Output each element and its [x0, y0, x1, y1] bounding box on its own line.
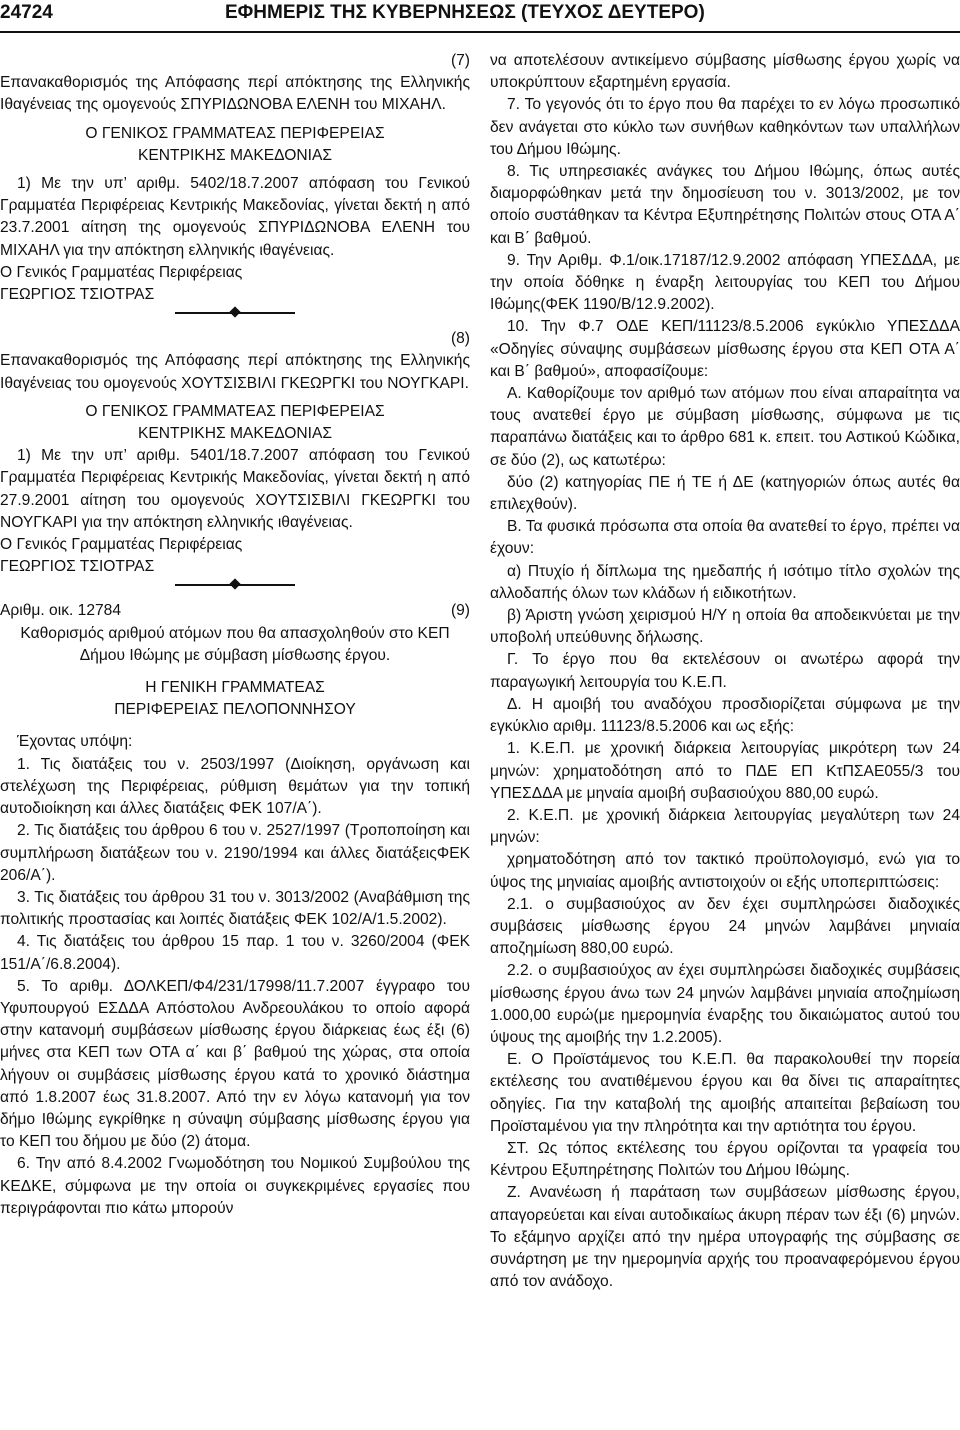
- signature-name: ΓΕΩΡΓΙΟΣ ΤΣΙΟΤΡΑΣ: [0, 558, 155, 576]
- paragraph: 2. Τις διατάξεις του άρθρου 6 του ν. 2527/1997 (Τροποποίηση και συμπλήρωση διατάξεων του ν. 2190/1994 και άλλες διατάξειςΦΕΚ 206/Α΄).: [0, 822, 470, 884]
- page-header: [0, 0, 960, 34]
- section-reference-row: [0, 600, 470, 622]
- running-title: ΕΦΗΜΕΡΙΣ ΤΗΣ ΚΥΒΕΡΝΗΣΕΩΣ (ΤΕΥΧΟΣ ΔΕΥΤΕΡΟ): [225, 2, 705, 23]
- signature-role: Ο Γενικός Γραμματέας Περιφέρειας: [0, 263, 243, 281]
- paragraph: Γ. Το έργο που θα εκτελέσουν οι ανωτέρω αφορά την παραγωγική λειτουργία του Κ.Ε.Π.: [490, 651, 960, 691]
- paragraph: δύο (2) κατηγορίας ΠΕ ή ΤΕ ή ΔΕ (κατηγοριών όπως αυτές θα επιλεχθούν).: [490, 473, 960, 514]
- section-number: (9): [450, 602, 470, 620]
- authority-heading: ΚΕΝΤΡΙΚΗΣ ΜΑΚΕΔΟΝΙΑΣ: [137, 425, 332, 443]
- paragraph: 1) Με την υπ’ αριθμ. 5402/18.7.2007 απόφαση του Γενικού Γραμματέα Περιφέρειας Κεντρικής Μακεδονίας, γίνεται δεκτή η από 23.7.2001 αίτηση της ομογενούς ΣΠΥΡΙΔΩΝΟΒΑ ΕΛΕΝΗ του ΜΙΧΑΗΛ για την απόκτηση ελληνικής ιθαγένειας.: [0, 175, 470, 259]
- authority-heading: Ο ΓΕΝΙΚΟΣ ΓΡΑΜΜΑΤΕΑΣ ΠΕΡΙΦΕΡΕΙΑΣ: [85, 402, 385, 420]
- authority-heading: Ο ΓΕΝΙΚΟΣ ΓΡΑΜΜΑΤΕΑΣ ΠΕΡΙΦΕΡΕΙΑΣ: [85, 124, 385, 142]
- section-number: (8): [450, 330, 470, 348]
- page-number: 24724: [0, 2, 53, 23]
- paragraph: Β. Τα φυσικά πρόσωπα στα οποία θα ανατεθεί το έργο, πρέπει να έχουν:: [490, 518, 960, 558]
- authority-heading: ΚΕΝΤΡΙΚΗΣ ΜΑΚΕΔΟΝΙΑΣ: [137, 146, 332, 164]
- paragraph: Ζ. Ανανέωση ή παράταση των συμβάσεων μίσθωσης έργου, απαγορεύεται και είναι αυτοδικαίως άκυρη πέραν των έξι (6) μηνών. Το εξάμηνο αρχίζει από την ημέρα υπογραφής της σύμβασης σε συνάρτηση με την ημερομηνία αρχής του προαναφερόμενου έργου από τον ανάδοχο.: [490, 1184, 960, 1291]
- paragraph: 9. Την Αριθμ. Φ.1/οικ.17187/12.9.2002 απόφαση ΥΠΕΣΔΔΑ, με την οποία δόθηκε η έναρξη λειτουργίας του ΚΕΠ του Δήμου Ιθώμης(ΦΕΚ 1190/Β/12.9.2002).: [490, 251, 960, 314]
- section-divider: [175, 578, 295, 592]
- paragraph: 4. Τις διατάξεις του άρθρου 15 παρ. 1 του ν. 3260/2004 (ΦΕΚ 151/Α΄/6.8.2004).: [0, 933, 470, 973]
- paragraph: 1. Κ.Ε.Π. με χρονική διάρκεια λειτουργίας μικρότερη των 24 μηνών: χρηματοδότηση από το ΠΔΕ ΕΠ ΚτΠΣΑΕ055/3 του ΥΠΕΣΔΔΑ με μηναία αμοιβή συβασιούχου 880,00 ευρώ.: [490, 740, 960, 802]
- paragraph: 10. Την Φ.7 ΟΔΕ ΚΕΠ/11123/8.5.2006 εγκύκλιο ΥΠΕΣΔΔΑ «Οδηγίες σύναψης συμβάσεων μίσθωσης έργου στα ΚΕΠ ΟΤΑ Α΄ και Β΄ βαθμού», αποφασίζουμε:: [490, 318, 960, 380]
- having-regard-label: Έχοντας υπόψη:: [17, 733, 133, 751]
- paragraph: 2. Κ.Ε.Π. με χρονική διάρκεια λειτουργίας μεγαλύτερη των 24 μηνών:: [490, 806, 960, 847]
- paragraph: Δ. Η αμοιβή του αναδόχου προσδιορίζεται σύμφωνα με την εγκύκλιο αριθμ. 11123/8.5.2006 και ως εξής:: [490, 695, 960, 736]
- section-title: Καθορισμός αριθμού ατόμων που θα απασχοληθούν στο ΚΕΠ Δήμου Ιθώμης με σύμβαση μίσθωσης έργου.: [20, 624, 450, 664]
- section-title: Επανακαθορισμός της Απόφασης περί απόκτησης της Ελληνικής Ιθαγένειας του ομογενούς ΧΟΥΤΣΙΣΒΙΛΙ ΓΚΕΩΡΓΚΙ του ΝΟΥΓΚΑΡΙ.: [0, 352, 470, 392]
- right-column: [490, 50, 960, 1293]
- left-column: [0, 50, 470, 1220]
- paragraph: 5. Το αριθμ. ΔΟΛΚΕΠ/Φ4/231/17998/11.7.2007 έγγραφο του Υφυπουργού ΕΣΔΔΑ Απόστολου Ανδρεουλάκου το οποίο αφορά στην κατανομή συμβάσεων μίσθωσης έργου διάρκειας έως έξι (6) μήνες στα ΚΕΠ των ΟΤΑ α΄ και β΄ βαθμού της χώρας, στα οποία λήγουν οι συμβάσεις μίσθωσης έργου κατά το χρονικό διάστημα από 1.8.2007 έως 31.8.2007. Από την εν λόγω κατανομή για τον δήμο Ιθώμης εγκρίθηκε η σύναψη σύμβασης μίσθωσης έργου για το ΚΕΠ του δήμου με δύο (2) άτομα.: [0, 977, 470, 1151]
- paragraph: Ε. Ο Προϊστάμενος του Κ.Ε.Π. θα παρακολουθεί την πορεία εκτέλεσης του ανατιθέμενου έργου και θα δίνει τις απαραίτητες οδηγίες. Για την καταβολή της αμοιβής απαιτείται βεβαίωση του Προϊσταμένου για την πληρότητα και την αρτιότητα του έργου.: [490, 1051, 960, 1135]
- paragraph: 6. Την από 8.4.2002 Γνωμοδότηση του Νομικού Συμβούλου της ΚΕΔΚΕ, σύμφωνα με την οποία οι συγκεκριμένες εργασίες που περιγράφονται πιο κάτω μπορούν: [0, 1155, 470, 1217]
- paragraph: 2.1. ο συμβασιούχος αν δεν έχει συμπληρώσει διαδοχικές συμβάσεις μίσθωσης έργου 24 μηνών λαμβάνει μηνιαία αποζημίωση 880,00 ευρώ.: [490, 895, 960, 958]
- paragraph: 2.2. ο συμβασιούχος αν έχει συμπληρώσει διαδοχικές συμβάσεις μίσθωσης έργου άνω των 24 μηνών λαμβάνει μηνιαία αποζημίωση 1.000,00 ευρώ(με ημερομηνία έναρξης του δικαιώματος αυτού του ύψους της αμοιβής την 1.2.2005).: [490, 962, 960, 1046]
- paragraph: 1. Τις διατάξεις του ν. 2503/1997 (Διοίκηση, οργάνωση και στελέχωση της Περιφέρειας, ρύθμιση θεμάτων για την τοπική αυτοδιοίκηση και άλλες διατάξεις ΦΕΚ 107/Α΄).: [0, 755, 470, 818]
- header-rule: [0, 31, 960, 33]
- paragraph: β) Άριστη γνώση χειρισμού Η/Υ η οποία θα αποδεικνύεται με την υποβολή υπεύθυνης δήλωσης.: [490, 607, 960, 647]
- section-divider: [175, 306, 295, 320]
- section-reference: Αριθμ. οικ. 12784: [0, 602, 122, 620]
- paragraph: α) Πτυχίο ή δίπλωμα της ημεδαπής ή ισότιμο τίτλο σχολών της αλλοδαπής όλων των κλάδων ή ειδικοτήτων.: [490, 562, 960, 602]
- paragraph: 7. Το γεγονός ότι το έργο που θα παρέχει το εν λόγω προσωπικό δεν ανάγεται στο κύκλο των συνήθων καθηκόντων των υπαλλήλων του Δήμου Ιθώμης.: [490, 96, 960, 158]
- paragraph: 3. Τις διατάξεις του άρθρου 31 του ν. 3013/2002 (Αναβάθμιση της πολιτικής προστασίας και λοιπές διατάξεις ΦΕΚ 102/Α/1.5.2002).: [0, 888, 470, 929]
- authority-heading: ΠΕΡΙΦΕΡΕΙΑΣ ΠΕΛΟΠΟΝΝΗΣΟΥ: [114, 701, 356, 719]
- signature-name: ΓΕΩΡΓΙΟΣ ΤΣΙΟΤΡΑΣ: [0, 286, 155, 304]
- authority-heading: Η ΓΕΝΙΚΗ ΓΡΑΜΜΑΤΕΑΣ: [145, 679, 325, 697]
- paragraph: χρηματοδότηση από τον τακτικό προϋπολογισμό, ενώ για το ύψος της μηνιαίας αμοιβής αντιστοιχούν οι εξής υποπεριπτώσεις:: [490, 851, 960, 891]
- paragraph: 8. Τις υπηρεσιακές ανάγκες του Δήμου Ιθώμης, όπως αυτές διαμορφώθηκαν μετά την δημοσίευση του ν. 3013/2002, με τον οποίο συστάθηκαν τα Κέντρα Εξυπηρέτησης Πολιτών στους ΟΤΑ Α΄ και Β΄ βαθμού.: [490, 163, 960, 247]
- signature-role: Ο Γενικός Γραμματέας Περιφέρειας: [0, 536, 243, 554]
- section-title: Επανακαθορισμός της Απόφασης περί απόκτησης της Ελληνικής Ιθαγένειας της ομογενούς ΣΠΥΡΙΔΩΝΟΒΑ ΕΛΕΝΗ του ΜΙΧΑΗΛ.: [0, 74, 470, 114]
- paragraph: ΣΤ. Ως τόπος εκτέλεσης του έργου ορίζονται τα γραφεία του Κέντρου Εξυπηρέτησης Πολιτών του Δήμου Ιθώμης.: [490, 1139, 960, 1180]
- paragraph: 1) Με την υπ’ αριθμ. 5401/18.7.2007 απόφαση του Γενικού Γραμματέα Περιφέρειας Κεντρικής Μακεδονίας, γίνεται δεκτή η από 27.9.2001 αίτηση του ομογενούς ΧΟΥΤΣΙΣΒΙΛΙ ΓΚΕΩΡΓΚΙ του ΝΟΥΓΚΑΡΙ για την απόκτηση ελληνικής ιθαγένειας.: [0, 447, 470, 531]
- paragraph: να αποτελέσουν αντικείμενο σύμβασης μίσθωσης έργου χωρίς να υποκρύπτουν εξαρτημένη εργασία.: [490, 52, 960, 92]
- paragraph: Α. Καθορίζουμε τον αριθμό των ατόμων που είναι απαραίτητα να τους ανατεθεί έργο με σύμβαση μίσθωσης, σύμφωνα με τις παραπάνω διατάξεις και το άρθρο 681 κ. επειτ. του Αστικού Κώδικα, σε δύο (2), ως κατωτέρω:: [490, 385, 960, 469]
- section-number: (7): [450, 52, 470, 69]
